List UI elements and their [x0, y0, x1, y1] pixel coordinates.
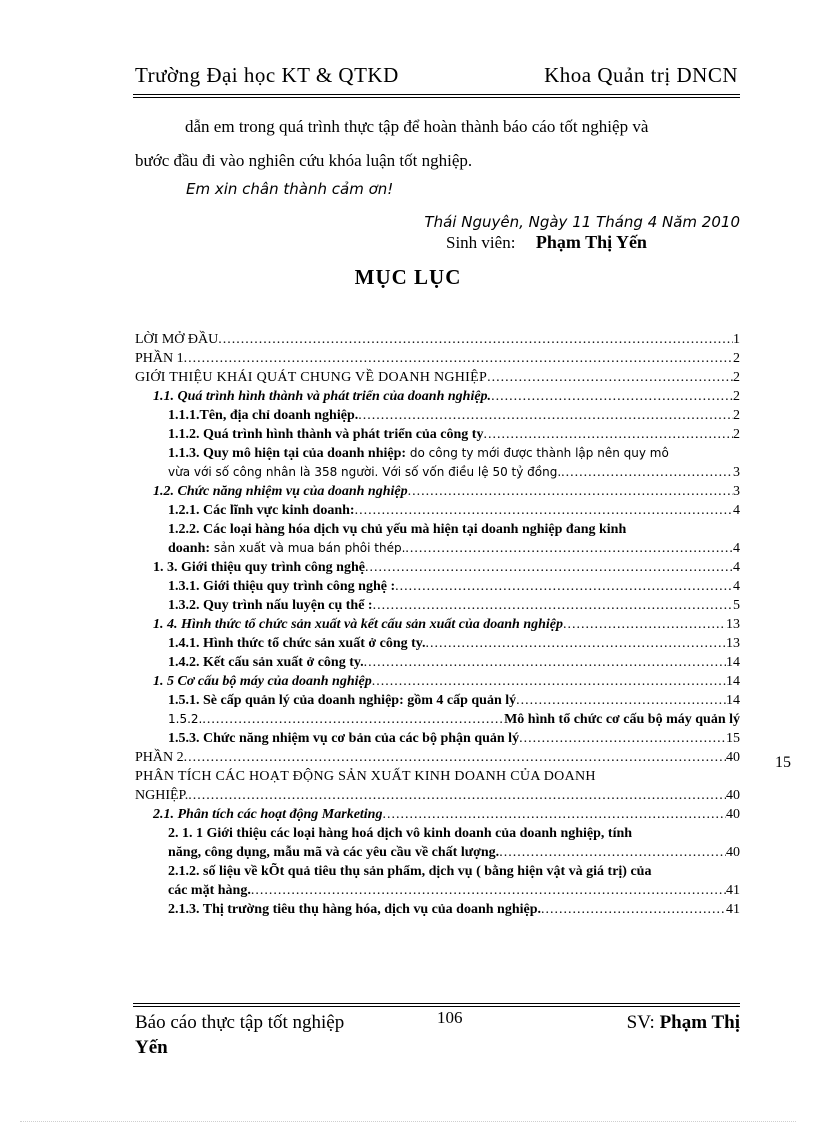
toc-entry-title: 2. 1. 1 Giới thiệu các loại hàng hoá dịch vô kinh doanh của doanh nghiệp, tính [168, 826, 633, 841]
toc-entry-page: 13 [726, 636, 740, 651]
toc-entry-title: 2.1.3. Thị trường tiêu thụ hàng hóa, dịch vụ của doanh nghiệp. [168, 902, 542, 917]
toc-entry[interactable] [135, 710, 740, 729]
intro-line-1: dẫn em trong quá trình thực tập để hoàn thành báo cáo tốt nghiệp và [185, 117, 649, 136]
header-school: Trường Đại học KT & QTKD [135, 63, 399, 87]
toc-entry[interactable] [135, 900, 740, 919]
footer-rule-2 [133, 1006, 740, 1007]
toc-entry-page: 13 [726, 617, 740, 632]
toc-entry-title: 1.1.3. Quy mô hiện tại của doanh nhiệp: [168, 446, 407, 461]
footer-page-number: 106 [437, 1008, 463, 1027]
toc-entry-page: 40 [726, 788, 740, 803]
toc-title: MỤC LỤC [354, 265, 462, 289]
header-rule-2 [133, 97, 740, 98]
toc-entry-wrapped[interactable] [135, 444, 740, 463]
toc-entry[interactable] [135, 501, 740, 520]
toc-entry-page: 14 [726, 693, 740, 708]
toc-entry-page: 41 [726, 883, 740, 898]
toc-entry[interactable] [135, 748, 740, 767]
toc-entry-page: 40 [726, 845, 740, 860]
toc-entry-title: 1.2.2. Các loại hàng hóa dịch vụ chủ yếu mà hiện tại doanh nghiệp đang kinh [168, 522, 627, 537]
toc-entry-title: 2.1.2. số liệu về kÕt quả tiêu thụ sản phẩm, dịch vụ ( bằng hiện vật và giá trị) của [168, 864, 652, 879]
toc-entry-page: 3 [733, 465, 740, 480]
toc-entry[interactable] [135, 596, 740, 615]
toc-entry[interactable] [135, 482, 740, 501]
toc-entry-title: GIỚI THIỆU KHÁI QUÁT CHUNG VỀ DOANH NGHIỆP [135, 370, 488, 385]
toc-entry-title: 1.3.1. Giới thiệu quy trình công nghệ : [168, 579, 396, 594]
toc-entry[interactable] [135, 615, 740, 634]
toc-entry-detail: do công ty mới được thành lập nên quy mô [406, 446, 669, 460]
toc-entry-wrapped[interactable] [135, 862, 740, 881]
toc-entry-page: 40 [726, 750, 740, 765]
toc-entry-page: 40 [726, 807, 740, 822]
toc-entry-page: 1 [733, 332, 740, 347]
toc-entry-title: 1.2.1. Các lĩnh vực kinh doanh: [168, 503, 355, 518]
toc-entry-page: 2 [733, 370, 740, 385]
toc-overflow-page-number: 15 [775, 754, 791, 771]
toc-entry-page: 4 [733, 579, 740, 594]
toc-entry-page: 3 [733, 484, 740, 499]
toc-entry-title: PHẦN 2 [135, 750, 184, 765]
toc-entry[interactable] [135, 406, 740, 425]
toc-entry[interactable] [135, 368, 740, 387]
toc-entry-title: 1.4.1. Hình thức tổ chức sản xuất ở công ty. [168, 636, 426, 651]
student-name: Phạm Thị Yến [535, 232, 647, 252]
toc-entry-continuation[interactable] [135, 463, 740, 482]
date-line: Thái Nguyên, Ngày 11 Tháng 4 Năm 2010 [424, 213, 740, 231]
intro-paragraph [135, 110, 741, 178]
footer-rule [133, 1003, 740, 1004]
toc-entry[interactable] [135, 577, 740, 596]
toc-entry[interactable] [135, 672, 740, 691]
toc-entry-title: 1. 5 Cơ cấu bộ máy của doanh nghiệp [153, 674, 372, 689]
toc-entry-page: 4 [733, 560, 740, 575]
toc-entry-wrapped[interactable] [135, 824, 740, 843]
toc-entry-title: doanh: [168, 541, 211, 556]
toc-entry-title: 1. 4. Hình thức tổ chức sản xuất và kết cấu sản xuất của doanh nghiệp [153, 617, 564, 632]
student-signature [446, 232, 647, 253]
toc-entry-title: 1.5.3. Chức năng nhiệm vụ cơ bản của các bộ phận quản lý [168, 731, 520, 746]
toc-entry-continuation[interactable] [135, 786, 740, 805]
toc-entry-detail: sản xuất và mua bán phôi thép. [210, 541, 406, 555]
footer-student-name-cont: Yến [135, 1037, 168, 1058]
toc-entry-page: 14 [726, 674, 740, 689]
table-of-contents [135, 330, 740, 919]
toc-entry-title: 1.1. Quá trình hình thành và phát triển của doanh nghiệp. [153, 389, 492, 404]
toc-entry[interactable] [135, 634, 740, 653]
toc-entry-title: PHẦN 1 [135, 351, 184, 366]
toc-entry-title: PHÂN TÍCH CÁC HOẠT ĐỘNG SẢN XUẤT KINH DOANH CỦA DOANH [135, 769, 596, 784]
toc-entry-title: 1.5.1. Sè cấp quản lý của doanh nghiệp: gồm 4 cấp quản lý [168, 693, 517, 708]
toc-entry[interactable] [135, 387, 740, 406]
toc-entry[interactable] [135, 330, 740, 349]
toc-entry-title: 1.1.1.Tên, địa chỉ doanh nghiệp. [168, 408, 359, 423]
toc-entry-page: 2 [733, 408, 740, 423]
toc-entry-title: 2.1. Phân tích các hoạt động Marketing [153, 807, 383, 822]
toc-entry-continuation[interactable] [135, 843, 740, 862]
toc-entry-title: LỜI MỞ ĐẦU [135, 332, 219, 347]
toc-entry-page: 5 [733, 598, 740, 613]
toc-entry-title: 1.3.2. Quy trình nấu luyện cụ thể : [168, 598, 373, 613]
toc-entry-page: 2 [733, 427, 740, 442]
toc-entry-title: 1. 3. Giới thiệu quy trình công nghệ [153, 560, 365, 575]
toc-entry[interactable] [135, 653, 740, 672]
toc-entry[interactable] [135, 425, 740, 444]
toc-entry[interactable] [135, 729, 740, 748]
toc-entry-title: các mặt hàng. [168, 883, 251, 898]
footer-student-name: Phạm Thị [659, 1012, 740, 1033]
toc-entry-page: 15 [726, 731, 740, 746]
toc-entry[interactable] [135, 805, 740, 824]
toc-entry-continuation[interactable] [135, 881, 740, 900]
toc-entry-title: Mô hình tổ chức cơ cấu bộ máy quản lý [504, 712, 740, 727]
header-faculty: Khoa Quản trị DNCN [544, 63, 738, 87]
toc-entry-title: NGHIỆP. [135, 788, 189, 803]
toc-entry-title: 1.4.2. Kết cấu sản xuất ở công ty. [168, 655, 364, 670]
footer-student-label: SV: [626, 1012, 655, 1033]
toc-entry-title: 1.2. Chức năng nhiệm vụ của doanh nghiệp [153, 484, 408, 499]
footer-student [627, 1012, 740, 1034]
toc-entry-title: năng, công dụng, mẫu mã và các yêu cầu về chất lượng. [168, 845, 500, 860]
toc-entry-continuation[interactable] [135, 539, 740, 558]
toc-entry-page: 2 [733, 351, 740, 366]
thanks-text: Em xin chân thành cảm ơn! [186, 180, 394, 198]
toc-entry-title: 1.1.2. Quá trình hình thành và phát triển của công ty [168, 427, 484, 442]
toc-entry-wrapped[interactable] [135, 767, 740, 786]
toc-entry-prefix: 1.5.2. [168, 712, 203, 726]
toc-entry-page: 2 [733, 389, 740, 404]
toc-entry-page: 4 [733, 541, 740, 556]
toc-entry[interactable] [135, 558, 740, 577]
header-rule [133, 94, 740, 95]
toc-entry[interactable] [135, 691, 740, 710]
intro-line-2: bước đầu đi vào nghiên cứu khóa luận tốt nghiệp. [135, 151, 473, 170]
toc-entry-detail: vừa với số công nhân là 358 người. Với số vốn điều lệ 50 tỷ đồng. [168, 465, 562, 479]
footer-report-title: Báo cáo thực tập tốt nghiệp [135, 1012, 345, 1033]
toc-entry-page: 14 [726, 655, 740, 670]
toc-entry-page: 41 [726, 902, 740, 917]
toc-entry-wrapped[interactable] [135, 520, 740, 539]
toc-entry-page: 4 [733, 503, 740, 518]
student-label: Sinh viên: [446, 233, 516, 252]
toc-entry[interactable] [135, 349, 740, 368]
page-bottom-border [20, 1121, 796, 1122]
